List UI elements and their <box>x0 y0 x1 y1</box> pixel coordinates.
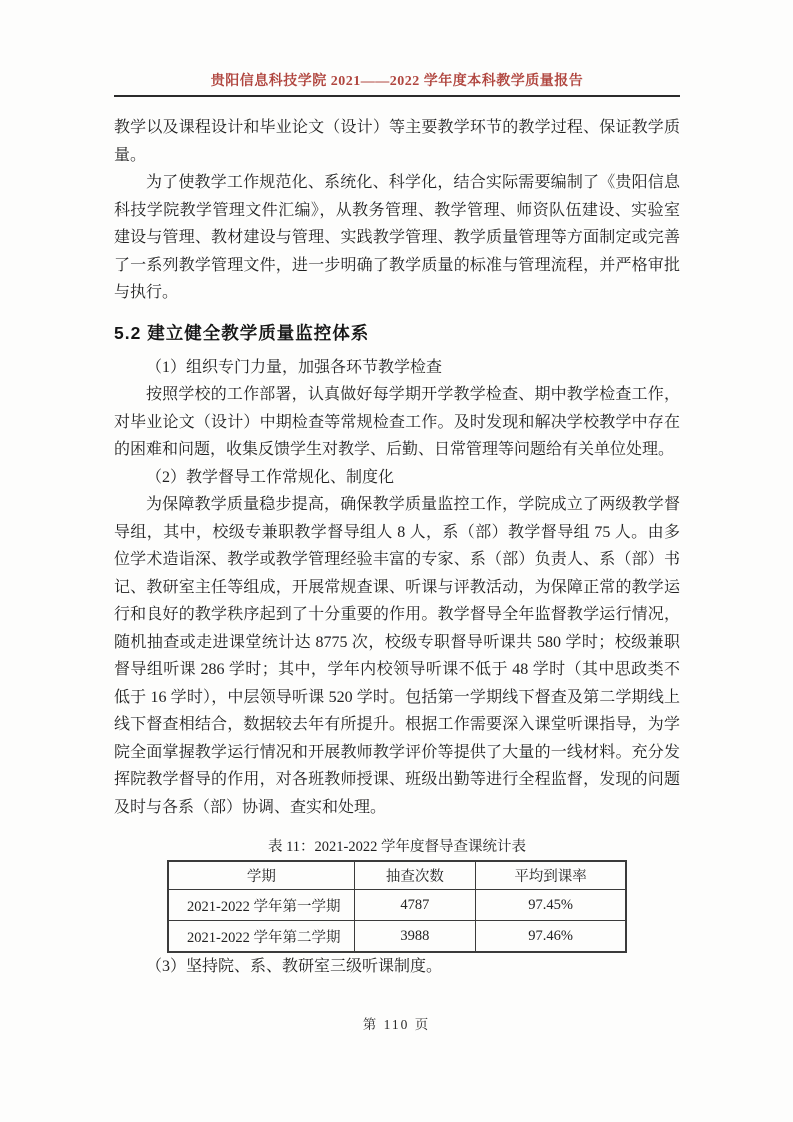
paragraph-management-files: 为了使教学工作规范化、系统化、科学化，结合实际需要编制了《贵阳信息科技学院教学管理文件汇编》，从教务管理、教学管理、师资队伍建设、实验室建设与管理、教材建设与管理、实践教学管理、教学质量管理等方面制定或完善了一系列教学管理文件，进一步明确了教学质量的标准与管理流程，并严格审批与执行。 <box>114 174 680 301</box>
table-caption: 表 11：2021-2022 学年度督导查课统计表 <box>267 839 527 855</box>
list-item-3: （3）坚持院、系、教研室三级听课制度。 <box>146 958 443 975</box>
report-header <box>114 70 680 97</box>
cell-semester-2: 2021-2022 学年第二学期 <box>168 921 354 953</box>
column-header-check-count: 抽查次数 <box>354 861 475 890</box>
report-header-title: 贵阳信息科技学院 2021——2022 学年度本科教学质量报告 <box>210 74 584 89</box>
table-header-row <box>168 861 626 890</box>
cell-count-1: 4787 <box>354 890 475 921</box>
column-header-semester: 学期 <box>168 861 354 890</box>
page-number: 第 110 页 <box>362 1017 431 1032</box>
list-item-2: （2）教学督导工作常规化、制度化 <box>146 468 395 486</box>
list-item-1: （1）组织专门力量，加强各环节教学检查 <box>146 358 443 376</box>
paragraph-teaching-process: 教学以及课程设计和毕业论文（设计）等主要教学环节的教学过程、保证教学质量。 <box>114 119 680 164</box>
paragraph-supervision: 为保障教学质量稳步提高，确保教学质量监控工作，学院成立了两级教学督导组，其中，校级专兼职教学督导组人 8 人，系（部）教学督导组 75 人。由多位学术造诣深、教学或教学管理经验丰富的专家、系（部）负责人、系（部）书记、教研室主任等组成，开展常规查课、听课与评教活动，为保障正常的教学运行和良好的教学秩序起到了十分重要的作用。教学督导全年监督教学运行情况，随机抽查或走进课堂统计达 8775 次，校级专职督导听课共 580 学时；校级兼职督导组听课 286 学时；其中，学年内校领导听课不低于 48 学时（其中思政类不低于 16 学时），中层领导听课 520 学时。包括第一学期线下督查及第二学期线上线下督查相结合，数据较去年有所提升。根据工作需要深入课堂听课指导，为学院全面掌握教学运行情况和开展教师教学评价等提供了大量的一线材料。充分发挥院教学督导的作用，对各班教师授课、班级出勤等进行全程监督，发现的问题及时与各系（部）协调、查实和处理。 <box>114 496 680 816</box>
section-heading-5-2: 5.2 建立健全教学质量监控体系 <box>114 322 370 343</box>
page-content <box>114 70 680 981</box>
table-row <box>168 921 626 953</box>
supervision-statistics-table <box>167 860 627 953</box>
paragraph-inspection: 按照学校的工作部署，认真做好每学期开学教学检查、期中教学检查工作，对毕业论文（设计）中期检查等常规检查工作。及时发现和解决学校教学中存在的困难和问题，收集反馈学生对教学、后勤、日常管理等问题给有关单位处理。 <box>114 386 680 458</box>
table-row <box>168 890 626 921</box>
cell-rate-2: 97.46% <box>476 921 626 953</box>
cell-count-2: 3988 <box>354 921 475 953</box>
cell-semester-1: 2021-2022 学年第一学期 <box>168 890 354 921</box>
supervision-table-block <box>114 835 680 953</box>
column-header-attendance-rate: 平均到课率 <box>476 861 626 890</box>
cell-rate-1: 97.45% <box>476 890 626 921</box>
